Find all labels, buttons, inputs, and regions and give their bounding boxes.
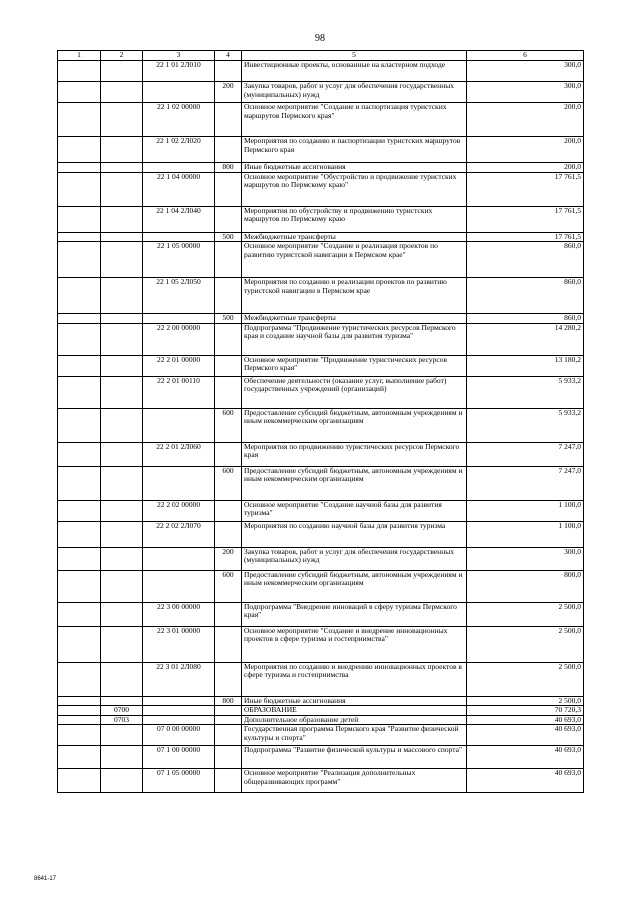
amount-cell: 300,0: [467, 61, 584, 82]
amount-cell: 13 180,2: [467, 355, 584, 376]
expense-type-cell: [215, 206, 242, 232]
target-code-cell: 22 1 05 2Л050: [143, 278, 215, 314]
item-name-cell: Основное мероприятие "Продвижение туристических ресурсов Пермского края": [242, 355, 467, 376]
table-row: [58, 442, 584, 466]
table-row: [58, 376, 584, 408]
section-cell: [101, 82, 143, 103]
expense-type-cell: [215, 500, 242, 521]
blank-cell: [58, 570, 101, 602]
target-code-cell: 07 1 00 00000: [143, 746, 215, 769]
blank-cell: [58, 706, 101, 716]
amount-cell: 2 500,0: [467, 626, 584, 662]
target-code-cell: [143, 570, 215, 602]
item-name-cell: Иные бюджетные ассигнования: [242, 163, 467, 173]
column-header: 6: [467, 51, 584, 61]
amount-cell: 5 933,2: [467, 408, 584, 442]
blank-cell: [58, 323, 101, 355]
section-cell: [101, 172, 143, 206]
expense-type-cell: [215, 769, 242, 793]
section-cell: [101, 408, 143, 442]
table-header-row: [58, 51, 584, 61]
blank-cell: [58, 314, 101, 324]
blank-cell: [58, 696, 101, 706]
section-cell: [101, 137, 143, 163]
table-row: [58, 500, 584, 521]
target-code-cell: 22 3 00 00000: [143, 602, 215, 626]
section-cell: [101, 769, 143, 793]
section-cell: [101, 61, 143, 82]
blank-cell: [58, 278, 101, 314]
blank-cell: [58, 746, 101, 769]
target-code-cell: 22 1 05 00000: [143, 242, 215, 278]
item-name-cell: Обеспечение деятельности (оказание услуг, выполнение работ) государственных учреждений (организаций): [242, 376, 467, 408]
item-name-cell: Мероприятия по созданию научной базы для развития туризма: [242, 521, 467, 547]
blank-cell: [58, 172, 101, 206]
section-cell: [101, 314, 143, 324]
item-name-cell: Иные бюджетные ассигнования: [242, 696, 467, 706]
expense-type-cell: [215, 521, 242, 547]
item-name-cell: Мероприятия по созданию и паспортизации туристских маршрутов Пермского края: [242, 137, 467, 163]
expense-type-cell: 800: [215, 163, 242, 173]
blank-cell: [58, 662, 101, 696]
expense-type-cell: [215, 376, 242, 408]
target-code-cell: 22 1 01 2Л010: [143, 61, 215, 82]
table-row: [58, 466, 584, 500]
blank-cell: [58, 442, 101, 466]
section-cell: [101, 242, 143, 278]
target-code-cell: 22 3 01 00000: [143, 626, 215, 662]
target-code-cell: [143, 408, 215, 442]
item-name-cell: Подпрограмма "Развитие физической культуры и массового спорта": [242, 746, 467, 769]
blank-cell: [58, 547, 101, 570]
table-row: [58, 242, 584, 278]
item-name-cell: Предоставление субсидий бюджетным, автономным учреждениям и иным некоммерческим организациям: [242, 408, 467, 442]
blank-cell: [58, 103, 101, 137]
amount-cell: 40 693,0: [467, 715, 584, 725]
section-cell: [101, 355, 143, 376]
expense-type-cell: [215, 278, 242, 314]
expense-type-cell: [215, 706, 242, 716]
section-cell: [101, 376, 143, 408]
amount-cell: 1 100,0: [467, 521, 584, 547]
item-name-cell: Основное мероприятие "Создание и реализация проектов по развитию туристской навигации в Пермском крае": [242, 242, 467, 278]
table-row: [58, 314, 584, 324]
column-header: 1: [58, 51, 101, 61]
target-code-cell: 07 0 00 00000: [143, 725, 215, 746]
target-code-cell: 22 1 02 2Л020: [143, 137, 215, 163]
section-cell: 0703: [101, 715, 143, 725]
amount-cell: 300,0: [467, 82, 584, 103]
section-cell: [101, 725, 143, 746]
target-code-cell: [143, 547, 215, 570]
target-code-cell: 22 2 02 00000: [143, 500, 215, 521]
target-code-cell: 07 1 05 00000: [143, 769, 215, 793]
table-row: [58, 355, 584, 376]
blank-cell: [58, 466, 101, 500]
item-name-cell: Основное мероприятие "Создание и паспортизация туристских маршрутов Пермского края": [242, 103, 467, 137]
blank-cell: [58, 521, 101, 547]
blank-cell: [58, 715, 101, 725]
target-code-cell: 22 3 01 2Л080: [143, 662, 215, 696]
section-cell: [101, 626, 143, 662]
amount-cell: 40 693,0: [467, 769, 584, 793]
table-row: [58, 521, 584, 547]
table-row: [58, 61, 584, 82]
item-name-cell: ОБРАЗОВАНИЕ: [242, 706, 467, 716]
expense-type-cell: [215, 355, 242, 376]
table-row: [58, 206, 584, 232]
expense-type-cell: [215, 746, 242, 769]
amount-cell: 800,0: [467, 570, 584, 602]
expense-type-cell: [215, 662, 242, 696]
blank-cell: [58, 61, 101, 82]
item-name-cell: Инвестиционные проекты, основанные на кластерном подходе: [242, 61, 467, 82]
table-row: [58, 82, 584, 103]
target-code-cell: 22 1 04 2Л040: [143, 206, 215, 232]
item-name-cell: Мероприятия по созданию и внедрению инновационных проектов в сфере туризма и гостеприимства: [242, 662, 467, 696]
table-row: [58, 602, 584, 626]
blank-cell: [58, 137, 101, 163]
section-cell: [101, 442, 143, 466]
expense-type-cell: [215, 602, 242, 626]
table-row: [58, 278, 584, 314]
table-row: [58, 172, 584, 206]
expense-type-cell: 600: [215, 408, 242, 442]
item-name-cell: Государственная программа Пермского края "Развитие физической культуры и спорта": [242, 725, 467, 746]
blank-cell: [58, 602, 101, 626]
amount-cell: 7 247,0: [467, 442, 584, 466]
expense-type-cell: [215, 242, 242, 278]
blank-cell: [58, 206, 101, 232]
table-row: [58, 408, 584, 442]
blank-cell: [58, 769, 101, 793]
section-cell: [101, 696, 143, 706]
expense-type-cell: [215, 61, 242, 82]
table-row: [58, 232, 584, 242]
expense-type-cell: [215, 725, 242, 746]
section-cell: [101, 602, 143, 626]
section-cell: [101, 466, 143, 500]
item-name-cell: Подпрограмма "Внедрение инноваций в сферу туризма Пермского края": [242, 602, 467, 626]
blank-cell: [58, 626, 101, 662]
amount-cell: 300,0: [467, 547, 584, 570]
item-name-cell: Закупка товаров, работ и услуг для обеспечения государственных (муниципальных) нужд: [242, 82, 467, 103]
section-cell: [101, 103, 143, 137]
table-row: [58, 103, 584, 137]
table-row: [58, 163, 584, 173]
target-code-cell: [143, 466, 215, 500]
section-cell: [101, 206, 143, 232]
table-row: [58, 662, 584, 696]
column-header: 3: [143, 51, 215, 61]
item-name-cell: Предоставление субсидий бюджетным, автономным учреждениям и иным некоммерческим организациям: [242, 570, 467, 602]
blank-cell: [58, 163, 101, 173]
amount-cell: 17 761,5: [467, 206, 584, 232]
blank-cell: [58, 355, 101, 376]
section-cell: [101, 547, 143, 570]
amount-cell: 2 500,0: [467, 662, 584, 696]
amount-cell: 200,0: [467, 137, 584, 163]
section-cell: [101, 662, 143, 696]
table-row: [58, 769, 584, 793]
section-cell: [101, 278, 143, 314]
amount-cell: 860,0: [467, 314, 584, 324]
amount-cell: 40 693,0: [467, 725, 584, 746]
blank-cell: [58, 82, 101, 103]
target-code-cell: 22 1 04 00000: [143, 172, 215, 206]
budget-table: [57, 50, 584, 793]
item-name-cell: Межбюджетные трансферты: [242, 232, 467, 242]
target-code-cell: [143, 706, 215, 716]
expense-type-cell: 200: [215, 547, 242, 570]
expense-type-cell: [215, 442, 242, 466]
table-row: [58, 137, 584, 163]
table-row: [58, 746, 584, 769]
table-row: [58, 570, 584, 602]
item-name-cell: Подпрограмма "Продвижение туристических ресурсов Пермского края и создание научной базы для развития туризма": [242, 323, 467, 355]
expense-type-cell: 500: [215, 232, 242, 242]
section-cell: [101, 521, 143, 547]
expense-type-cell: 600: [215, 570, 242, 602]
blank-cell: [58, 408, 101, 442]
section-cell: [101, 500, 143, 521]
amount-cell: 7 247,0: [467, 466, 584, 500]
expense-type-cell: 200: [215, 82, 242, 103]
target-code-cell: 22 2 01 00110: [143, 376, 215, 408]
amount-cell: 14 280,2: [467, 323, 584, 355]
item-name-cell: Мероприятия по продвижению туристических ресурсов Пермского края: [242, 442, 467, 466]
section-cell: [101, 746, 143, 769]
page-number: 98: [315, 33, 325, 44]
section-cell: [101, 323, 143, 355]
item-name-cell: Мероприятия по созданию и реализации проектов по развитию туристской навигации в Пермском крае: [242, 278, 467, 314]
table-row: [58, 706, 584, 716]
target-code-cell: [143, 696, 215, 706]
item-name-cell: Межбюджетные трансферты: [242, 314, 467, 324]
item-name-cell: Дополнительное образование детей: [242, 715, 467, 725]
item-name-cell: Мероприятия по обустройству и продвижению туристских маршрутов по Пермскому краю: [242, 206, 467, 232]
expense-type-cell: [215, 323, 242, 355]
section-cell: [101, 570, 143, 602]
table-row: [58, 547, 584, 570]
blank-cell: [58, 725, 101, 746]
amount-cell: 2 500,0: [467, 602, 584, 626]
table-row: [58, 725, 584, 746]
column-header: 2: [101, 51, 143, 61]
column-header: 4: [215, 51, 242, 61]
blank-cell: [58, 376, 101, 408]
amount-cell: 70 720,3: [467, 706, 584, 716]
amount-cell: 200,0: [467, 103, 584, 137]
amount-cell: 860,0: [467, 278, 584, 314]
item-name-cell: Предоставление субсидий бюджетным, автономным учреждениям и иным некоммерческим организациям: [242, 466, 467, 500]
target-code-cell: 22 2 01 2Л060: [143, 442, 215, 466]
item-name-cell: Основное мероприятие "Создание научной базы для развития туризма": [242, 500, 467, 521]
item-name-cell: Основное мероприятие "Создание и внедрение инновационных проектов в сфере туризма и гостеприимства": [242, 626, 467, 662]
target-code-cell: 22 1 02 00000: [143, 103, 215, 137]
amount-cell: 17 761,5: [467, 232, 584, 242]
target-code-cell: 22 2 01 00000: [143, 355, 215, 376]
expense-type-cell: 500: [215, 314, 242, 324]
blank-cell: [58, 500, 101, 521]
target-code-cell: 22 2 02 2Л070: [143, 521, 215, 547]
expense-type-cell: [215, 103, 242, 137]
section-cell: [101, 232, 143, 242]
section-cell: 0700: [101, 706, 143, 716]
target-code-cell: [143, 163, 215, 173]
amount-cell: 1 100,0: [467, 500, 584, 521]
column-header: 5: [242, 51, 467, 61]
section-cell: [101, 163, 143, 173]
expense-type-cell: 600: [215, 466, 242, 500]
expense-type-cell: [215, 626, 242, 662]
target-code-cell: [143, 232, 215, 242]
table-row: [58, 626, 584, 662]
target-code-cell: 22 2 00 00000: [143, 323, 215, 355]
expense-type-cell: [215, 137, 242, 163]
target-code-cell: [143, 314, 215, 324]
item-name-cell: Основное мероприятие "Обустройство и продвижение туристских маршрутов по Пермскому краю": [242, 172, 467, 206]
footer-code: 8641-17: [34, 876, 57, 882]
amount-cell: 40 693,0: [467, 746, 584, 769]
table-row: [58, 696, 584, 706]
blank-cell: [58, 242, 101, 278]
amount-cell: 2 500,0: [467, 696, 584, 706]
item-name-cell: Закупка товаров, работ и услуг для обеспечения государственных (муниципальных) нужд: [242, 547, 467, 570]
target-code-cell: [143, 715, 215, 725]
target-code-cell: [143, 82, 215, 103]
expense-type-cell: 800: [215, 696, 242, 706]
blank-cell: [58, 232, 101, 242]
item-name-cell: Основное мероприятие "Реализация дополнительных общеразвивающих программ": [242, 769, 467, 793]
amount-cell: 5 933,2: [467, 376, 584, 408]
expense-type-cell: [215, 172, 242, 206]
amount-cell: 200,0: [467, 163, 584, 173]
amount-cell: 860,0: [467, 242, 584, 278]
expense-type-cell: [215, 715, 242, 725]
table-row: [58, 323, 584, 355]
table-row: [58, 715, 584, 725]
amount-cell: 17 761,5: [467, 172, 584, 206]
